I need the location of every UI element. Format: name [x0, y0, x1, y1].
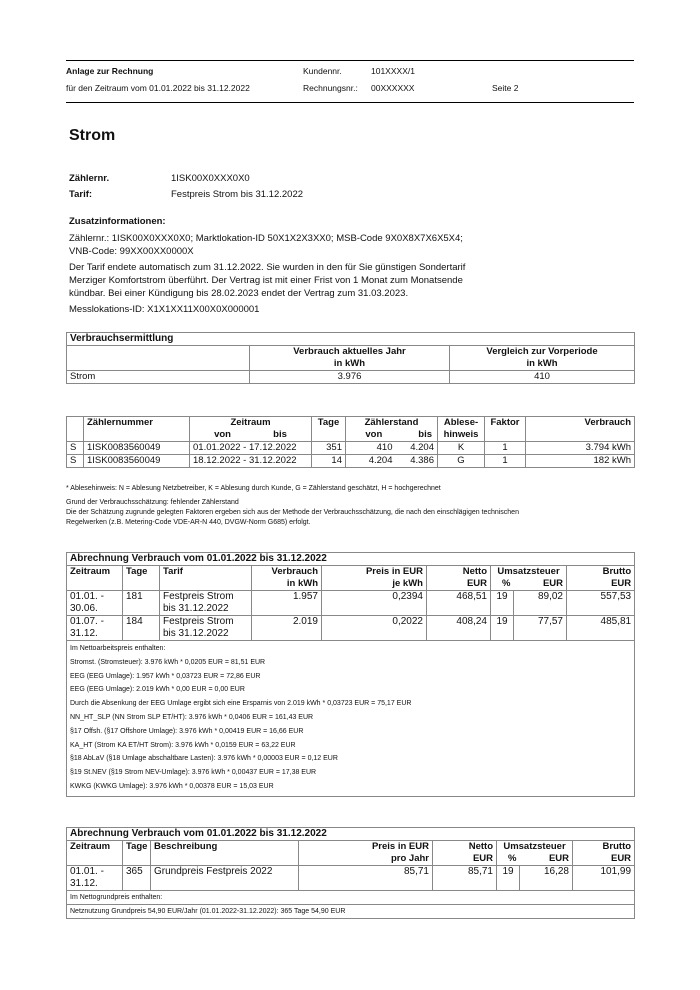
- h-tage: Tage: [123, 566, 160, 591]
- tarif-value: Festpreis Strom bis 31.12.2022: [171, 189, 304, 200]
- abrechnung-grundpreis-table: [66, 827, 635, 919]
- row-value-aktuell: 3.976: [250, 371, 450, 384]
- h-zaehlerstand: Zählerstand von bis: [346, 417, 438, 442]
- verbrauch-table: [66, 332, 635, 384]
- h-umsatzsteuer: Umsatzsteuer % EUR: [497, 841, 573, 866]
- kunden-label: Kundennr.: [303, 66, 342, 76]
- row-value-vorperiode: 410: [450, 371, 635, 384]
- h-preis: Preis in EUR je kWh: [322, 566, 427, 591]
- rechnung-label: Rechnungsnr.:: [303, 83, 358, 93]
- header-top-rule: [66, 60, 634, 61]
- rechnung-value: 00XXXXXX: [371, 83, 415, 93]
- zusatz-title: Zusatzinformationen:: [69, 216, 166, 227]
- abr2-title: Abrechnung Verbrauch vom 01.01.2022 bis 31.12.2022: [67, 828, 635, 841]
- tarif-label: Tarif:: [69, 189, 93, 200]
- note-schaetzung: Die der Schätzung zugrunde gelegten Faktoren ergeben sich aus der Methode der Verbrauchsschätzung, die nach den einschlägigen technischen: [66, 509, 519, 516]
- note-ablesehinweis: * Ablesehinweis: N = Ablesung Netzbetreiber, K = Ablesung durch Kunde, G = Zählerstand geschätzt, H = hochgerechnet: [66, 485, 441, 492]
- header-period: für den Zeitraum vom 01.01.2022 bis 31.12.2022: [66, 83, 250, 93]
- zusatz-line: VNB-Code: 99XX00XX0000X: [69, 246, 194, 257]
- zusatz-line: Zählernr.: 1ISK00X0XXX0X0; Marktlokation-ID 50X1X2X3XX0; MSB-Code 9X0X8X7X6X5X4;: [69, 233, 463, 244]
- note-regelwerk: Regelwerken (z.B. Metering-Code VDE-AR-N 440, DVGW-Norm G685) erfolgt.: [66, 519, 311, 526]
- section-title: Strom: [69, 127, 116, 144]
- h-verbrauch: Verbrauch: [526, 417, 635, 442]
- h-tage: Tage: [123, 841, 151, 866]
- note-grund: Grund der Verbrauchsschätzung: fehlender Zählerstand: [66, 499, 239, 506]
- h-netto: Netto EUR: [433, 841, 497, 866]
- h-netto: Netto EUR: [427, 566, 491, 591]
- col-vorperiode: Vergleich zur Vorperiode in kWh: [450, 346, 635, 371]
- abr2-detail-title: Im Nettogrundpreis enthalten:: [67, 891, 635, 905]
- abrechnung-verbrauch-table: [66, 552, 635, 797]
- header-title: Anlage zur Rechnung: [66, 66, 154, 76]
- page-number: Seite 2: [492, 83, 519, 93]
- h-tarif: Tarif: [160, 566, 252, 591]
- h-brutto: Brutto EUR: [573, 841, 635, 866]
- h-ablesehinweis: Ablese- hinweis: [438, 417, 485, 442]
- h-zeitraum: Zeitraum: [67, 566, 123, 591]
- zusatz-line: Der Tarif endete automatisch zum 31.12.2022. Sie wurden in den für Sie günstigen Sondertarif: [69, 262, 466, 273]
- table-row: S 1ISK0083560049 01.01.2022 - 17.12.2022 351 410 4.204 K 1 3.794 kWh: [67, 442, 635, 455]
- row-label: Strom: [67, 371, 250, 384]
- zusatz-line: Merziger Komfortstrom überführt. Der Vertrag ist mit einer Frist von 1 Monat zum Monatsende: [69, 275, 463, 286]
- header-bottom-rule: [66, 102, 634, 103]
- table-row: 01.01. - 30.06. 181 Festpreis Strom bis 31.12.2022 1.957 0,2394 468,51 19 89,02 557,53: [67, 591, 635, 616]
- h-brutto: Brutto EUR: [567, 566, 635, 591]
- abr1-title: Abrechnung Verbrauch vom 01.01.2022 bis 31.12.2022: [67, 553, 635, 566]
- h-umsatzsteuer: Umsatzsteuer % EUR: [491, 566, 567, 591]
- zusatz-line: kündbar. Bei einer Kündigung bis 28.02.2023 endet der Vertrag zum 31.03.2023.: [69, 288, 409, 299]
- h-beschreibung: Beschreibung: [151, 841, 299, 866]
- h-zaehlernummer: Zählernummer: [84, 417, 190, 442]
- zaehler-value: 1ISK00X0XXX0X0: [171, 173, 250, 184]
- kunden-value: 101XXXX/1: [371, 66, 415, 76]
- table-row: S 1ISK0083560049 18.12.2022 - 31.12.2022 14 4.204 4.386 G 1 182 kWh: [67, 455, 635, 468]
- zusatz-line: Messlokations-ID: X1X1XX11X00X0X000001: [69, 304, 260, 315]
- h-verbrauch: Verbrauch in kWh: [252, 566, 322, 591]
- table-row: 01.01. - 31.12. 365 Grundpreis Festpreis 2022 85,71 85,71 19 16,28 101,99: [67, 866, 635, 891]
- zaehler-table: [66, 416, 635, 468]
- h-preis: Preis in EUR pro Jahr: [299, 841, 433, 866]
- h-zeitraum: Zeitraum: [67, 841, 123, 866]
- h-tage: Tage: [312, 417, 346, 442]
- h-faktor: Faktor: [485, 417, 526, 442]
- verbrauch-title: Verbrauchsermittlung: [67, 333, 635, 346]
- abr2-detail-line: Netznutzung Grundpreis 54,90 EUR/Jahr (01.01.2022-31.12.2022): 365 Tage 54,90 EUR: [67, 905, 635, 919]
- table-row: 01.07. - 31.12. 184 Festpreis Strom bis 31.12.2022 2.019 0,2022 408,24 19 77,57 485,81: [67, 616, 635, 641]
- h-zeitraum: Zeitraum von bis: [190, 417, 312, 442]
- abr1-details: Im Nettoarbeitspreis enthalten: Stromst. (Stromsteuer): 3.976 kWh * 0,0205 EUR = 81,51 EUR EEG (EEG Umlage): 1.957 kWh * 0,03723 EUR = 72,86 EUR EEG (EEG Umlage): 2.019 kWh * 0,00 EUR = 0,00 EUR Durch die Absenkung der EEG Umlage ergibt sich eine Ersparnis von 2.019 kWh * 0,03723 EUR = 75,17 EUR NN_HT_SLP (NN Strom SLP ET/HT): 3.976 kWh * 0,0406 EUR = 161,43 EUR §17 Offsh. (§17 Offshore Umlage): 3.976 kWh * 0,00419 EUR = 16,66 EUR KA_HT (Strom KA ET/HT Strom): 3.976 kWh * 0,0159 EUR = 63,22 EUR §18 AbLaV (§18 Umlage abschaltbare Lasten): 3.976 kWh * 0,00003 EUR = 0,12 EUR §19 St.NEV (§19 Strom NEV-Umlage): 3.976 kWh * 0,00437 EUR = 17,38 EUR KWKG (KWKG Umlage): 3.976 kWh * 0,00378 EUR = 15,03 EUR: [67, 641, 635, 797]
- zaehler-label: Zählernr.: [69, 173, 110, 184]
- col-aktuell: Verbrauch aktuelles Jahr in kWh: [250, 346, 450, 371]
